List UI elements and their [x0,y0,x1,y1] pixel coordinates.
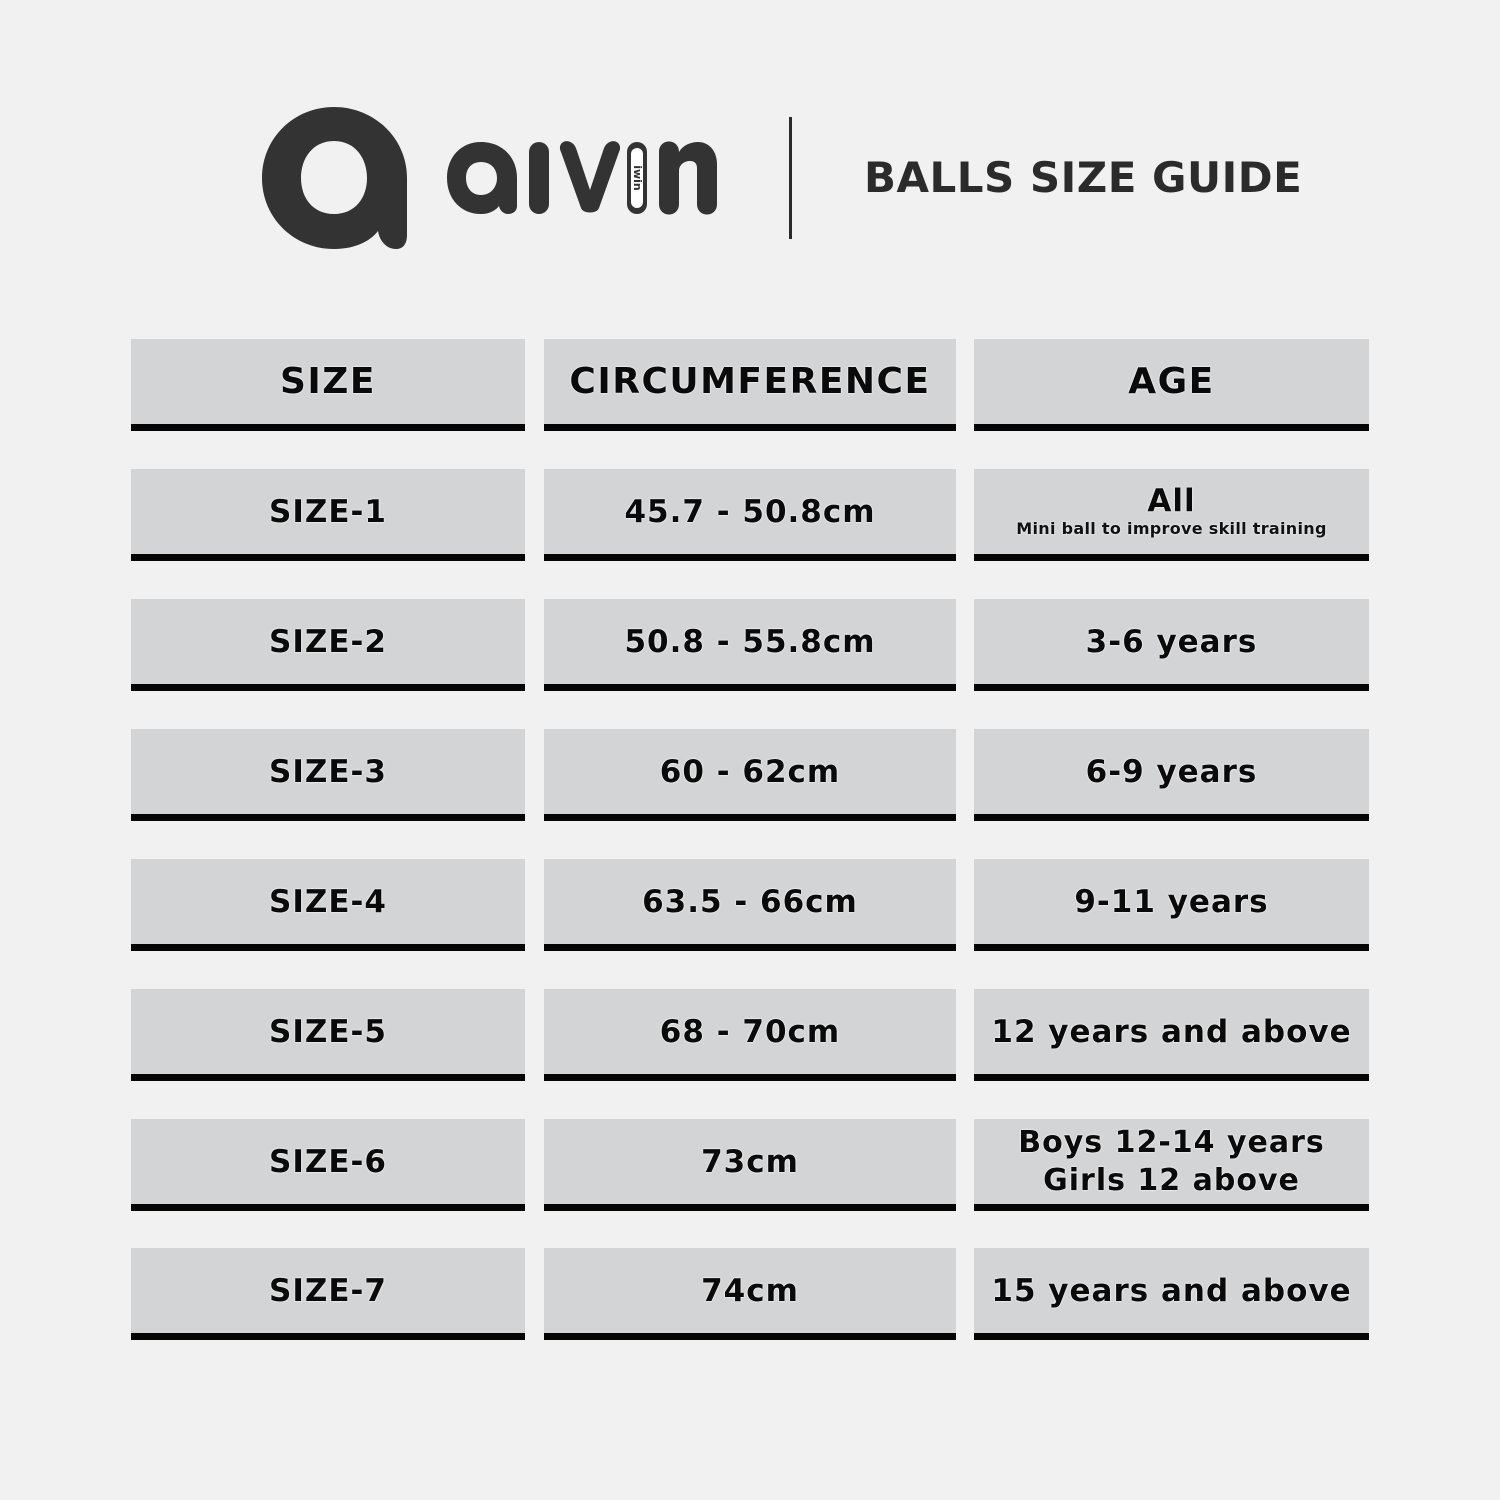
circumference-value: 74cm [701,1272,799,1309]
brand-logo-icon [262,107,407,249]
age-value-line2: Girls 12 above [1043,1162,1300,1198]
size-label: SIZE-3 [269,753,387,790]
age-value: 12 years and above [991,1013,1352,1050]
age-cell [974,599,1369,691]
circumference-value: 45.7 - 50.8cm [624,493,876,530]
circumference-cell [544,1119,956,1211]
size-label: SIZE-5 [269,1013,387,1050]
circumference-value: 50.8 - 55.8cm [624,623,876,660]
circumference-cell [544,989,956,1081]
age-cell [974,469,1369,561]
size-label: SIZE-1 [269,493,387,530]
size-cell [131,1119,525,1211]
size-label: SIZE-2 [269,623,387,660]
size-cell [131,859,525,951]
column-header-label: AGE [1128,360,1215,402]
page-title: BALLS SIZE GUIDE [864,153,1303,202]
column-header-age [974,339,1369,431]
brand-wordmark [447,140,717,216]
column-header-size [131,339,525,431]
size-cell [131,599,525,691]
size-cell [131,469,525,561]
age-value: 6-9 years [1085,753,1258,790]
age-value: Boys 12-14 years [1018,1124,1325,1160]
age-value: All [1147,482,1196,519]
size-label: SIZE-7 [269,1272,387,1309]
age-note: Mini ball to improve skill training [1016,518,1327,538]
circumference-cell [544,729,956,821]
column-header-label: SIZE [279,360,377,402]
size-cell [131,989,525,1081]
circumference-cell [544,599,956,691]
age-cell [974,1248,1369,1340]
age-value: 15 years and above [991,1272,1352,1309]
age-cell [974,989,1369,1081]
column-header-label: CIRCUMFERENCE [569,360,931,402]
circumference-cell [544,1248,956,1340]
circumference-cell [544,469,956,561]
circumference-value: 68 - 70cm [659,1013,841,1050]
size-label: SIZE-6 [269,1143,387,1180]
circumference-value: 63.5 - 66cm [642,883,858,920]
column-header-circumference [544,339,956,431]
size-cell [131,1248,525,1340]
header-divider [789,117,792,239]
age-value: 9-11 years [1074,883,1269,920]
age-cell [974,729,1369,821]
brand-sub-label: iwin [631,165,644,191]
circumference-cell [544,859,956,951]
age-cell [974,859,1369,951]
size-cell [131,729,525,821]
circumference-value: 73cm [701,1143,799,1180]
age-cell [974,1119,1369,1211]
age-value: 3-6 years [1085,623,1258,660]
circumference-value: 60 - 62cm [659,753,841,790]
size-label: SIZE-4 [269,883,387,920]
